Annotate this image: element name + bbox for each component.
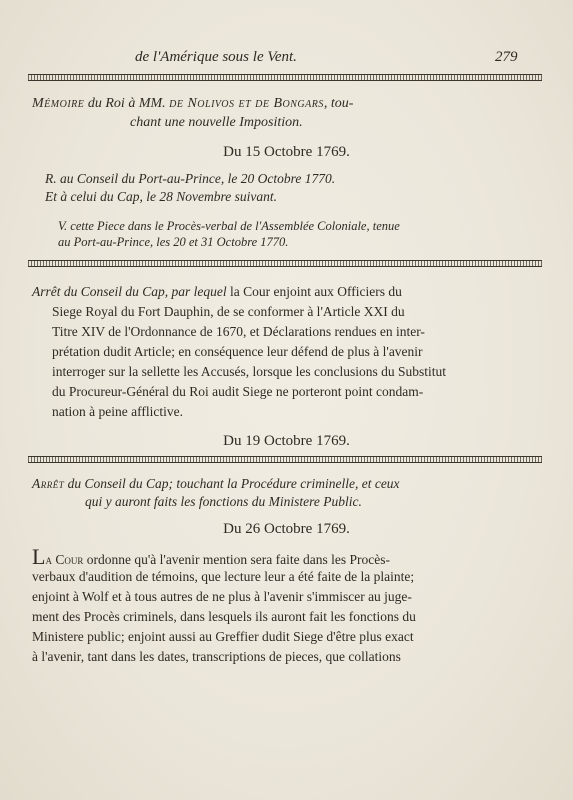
body-line: enjoint à Wolf et à tous autres de ne plus à l'avenir s'immiscer au juge-: [32, 589, 412, 604]
arret2-title-line-2: qui y auront faits les fonctions du Ministere Public.: [85, 494, 362, 509]
body-line: ment des Procès criminels, dans lesquels ils auront fait les fonctions du: [32, 609, 416, 624]
drop-capital: L: [32, 544, 46, 569]
registration-line-1: R. au Conseil du Port-au-Prince, le 20 Octobre 1770.: [45, 171, 336, 186]
arret2-title-line-1: Arrêt du Conseil du Cap; touchant la Procédure criminelle, et ceux: [32, 476, 400, 491]
note-line-1: V. cette Piece dans le Procès-verbal de l'Assemblée Coloniale, tenue: [58, 219, 400, 233]
body-line: verbaux d'audition de témoins, que lecture leur a été faite de la plainte;: [32, 569, 415, 584]
ornamental-rule: [28, 74, 542, 81]
arret1-line: interroger sur la sellette les Accusés, lorsque les conclusions du Substitut: [52, 364, 447, 379]
arret2-date: Du 26 Octobre 1769.: [223, 521, 350, 537]
body-line: Ministere public; enjoint aussi au Greffier dudit Siege d'être plus exact: [32, 629, 414, 644]
memoire-title-line-2: chant une nouvelle Imposition.: [130, 115, 303, 130]
arret1-line: prétation dudit Article; en conséquence leur défend de plus à l'avenir: [52, 344, 423, 359]
note-line-2: au Port-au-Prince, les 20 et 31 Octobre 1770.: [58, 235, 289, 249]
registration-line-2: Et à celui du Cap, le 28 Novembre suivant.: [45, 189, 277, 204]
body-line: La Cour ordonne qu'à l'avenir mention sera faite dans les Procès-: [32, 544, 390, 569]
memoire-date: Du 15 Octobre 1769.: [223, 144, 350, 160]
arret1-date: Du 19 Octobre 1769.: [223, 433, 350, 449]
page-header: [0, 49, 573, 69]
ornamental-rule: [28, 456, 542, 463]
page-number: 279: [495, 49, 518, 65]
arret1-line: du Procureur-Général du Roi audit Siege ne porteront point condam-: [52, 384, 424, 399]
arret1-line: nation à peine afflictive.: [52, 404, 183, 419]
running-head: de l'Amérique sous le Vent.: [135, 49, 297, 65]
memoire-title-line-1: Mémoire du Roi à MM. de Nolivos et de Bongars, tou-: [32, 96, 354, 111]
arret1-line: Siege Royal du Fort Dauphin, de se conformer à l'Article XXI du: [52, 304, 405, 319]
arret1-line: Arrêt du Conseil du Cap, par lequel la Cour enjoint aux Officiers du: [32, 284, 402, 299]
arret1-line: Titre XIV de l'Ordonnance de 1670, et Déclarations rendues en inter-: [52, 324, 425, 339]
ornamental-rule: [28, 260, 542, 267]
body-line: à l'avenir, tant dans les dates, transcriptions de pieces, que collations: [32, 649, 401, 664]
